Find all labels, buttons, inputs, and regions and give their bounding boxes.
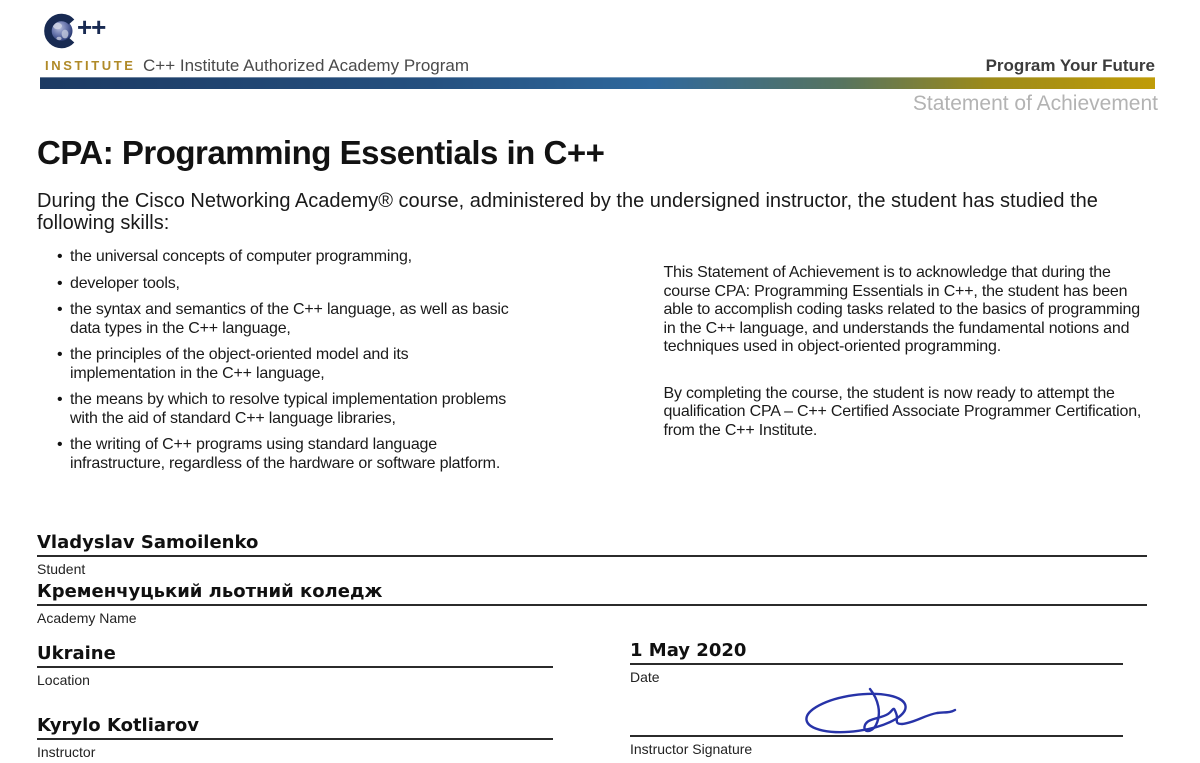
- skill-item: • the means by which to resolve typical implementation problems with the aid of standard C++ language libraries,: [70, 391, 515, 428]
- date-value: 1 May 2020: [630, 640, 747, 661]
- skills-list: [37, 248, 607, 481]
- header-gradient-bar: [40, 77, 1155, 89]
- instructor-signature-area: [630, 688, 1123, 733]
- instructor-signature-label: Instructor Signature: [630, 741, 753, 757]
- handwritten-signature-icon: [798, 683, 958, 741]
- intro-paragraph: During the Cisco Networking Academy® course, administered by the undersigned instructor, the student has studied the following skills:: [37, 190, 1098, 234]
- page-title: CPA: Programming Essentials in C++: [37, 134, 605, 172]
- student-name: Vladyslav Samoilenko: [37, 532, 259, 553]
- signature-line: [37, 604, 1147, 606]
- academy-name: Кременчуцький льотний коледж: [37, 581, 383, 602]
- skill-item: • developer tools,: [70, 275, 515, 294]
- location-value: Ukraine: [37, 643, 116, 664]
- location-signature-row: [37, 643, 553, 688]
- skill-item: • the universal concepts of computer programming,: [70, 248, 515, 267]
- signature-line: [37, 738, 553, 740]
- skill-item: • the principles of the object-oriented model and its implementation in the C++ language,: [70, 346, 515, 383]
- plus-plus-glyph: ++: [77, 12, 106, 42]
- instructor-label: Instructor: [37, 744, 96, 760]
- institute-wordmark: INSTITUTE: [45, 58, 136, 73]
- content-columns: [37, 248, 1155, 481]
- location-label: Location: [37, 672, 90, 688]
- authorized-program-line: C++ Institute Authorized Academy Program: [143, 56, 470, 75]
- date-label: Date: [630, 669, 660, 685]
- skill-item: • the syntax and semantics of the C++ language, as well as basic data types in the C++ language,: [70, 301, 515, 338]
- instructor-signature-row: [37, 715, 553, 760]
- academy-signature-row: [37, 581, 1147, 626]
- program-your-future-tagline: Program Your Future: [985, 56, 1155, 75]
- statement-of-achievement-label: Statement of Achievement: [912, 92, 1158, 115]
- acknowledgement-paragraph-1: This Statement of Achievement is to acknowledge that during the course CPA: Programming Essentials in C++, the student has been able to accomplish coding tasks related to the basics of programming in the C++ language, and understands the fundamental notions and techniques used in object-oriented programming.: [663, 264, 1140, 355]
- signature-line: [37, 666, 553, 668]
- cpp-institute-logo-icon: [44, 3, 162, 57]
- instructor-name: Kyrylo Kotliarov: [37, 715, 200, 736]
- student-signature-row: [37, 532, 1147, 577]
- academy-label: Academy Name: [37, 610, 137, 626]
- signature-line: [630, 663, 1123, 665]
- date-signature-row: [630, 640, 1123, 685]
- student-label: Student: [37, 561, 86, 577]
- instructor-signature-image-row: [630, 688, 1123, 757]
- signature-line: [37, 555, 1147, 557]
- acknowledgement-block: [663, 248, 1155, 481]
- acknowledgement-paragraph-2: By completing the course, the student is now ready to attempt the qualification CPA – C++ Certified Associate Programmer Certification, from the C++ Institute.: [663, 384, 1142, 439]
- skill-item: • the writing of C++ programs using standard language infrastructure, regardless of the hardware or software platform.: [70, 436, 515, 473]
